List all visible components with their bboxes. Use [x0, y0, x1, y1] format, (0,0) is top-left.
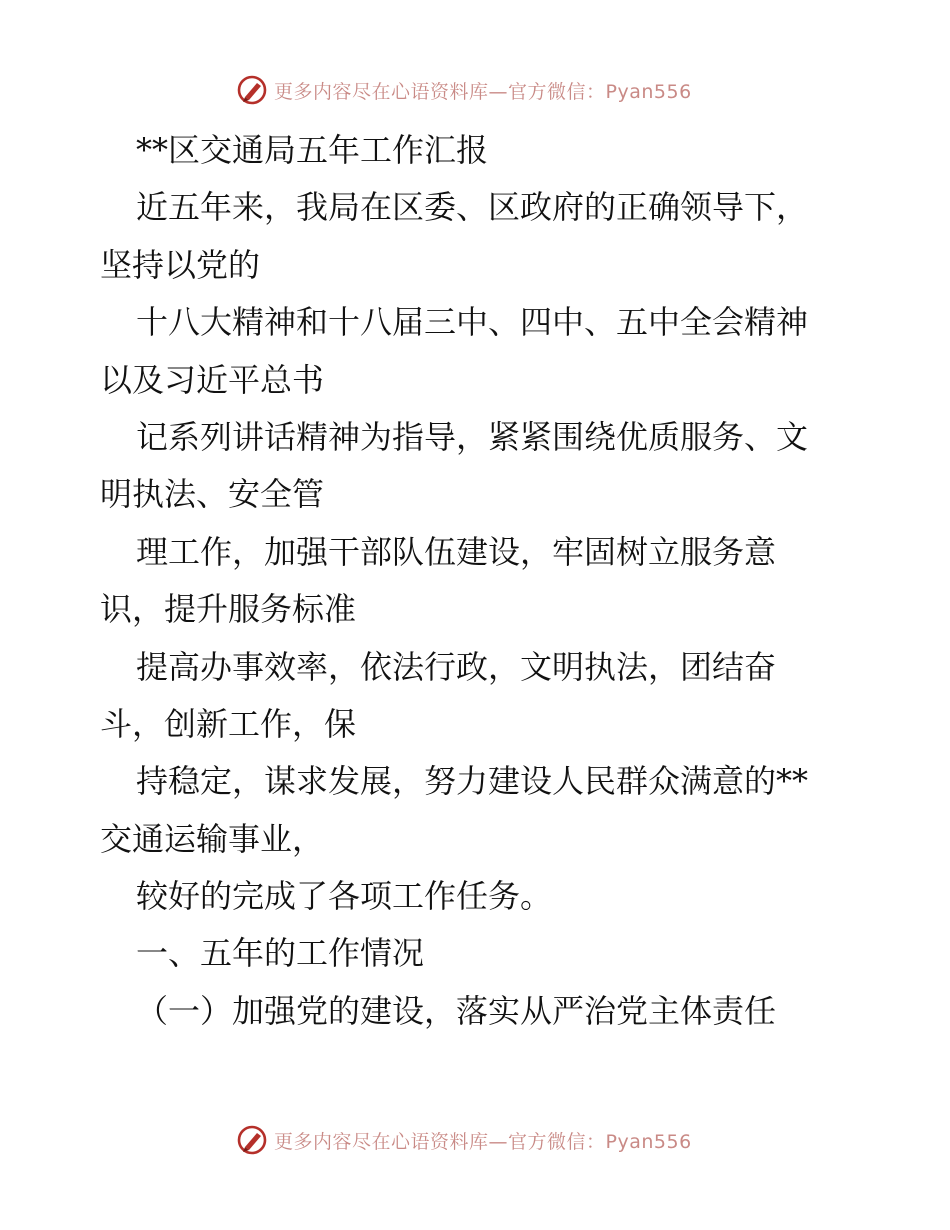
- paragraph-line: 十八大精神和十八届三中、四中、五中全会精神: [136, 303, 809, 342]
- document-title: **区交通局五年工作汇报: [136, 131, 489, 169]
- paragraph-line: 持稳定，谋求发展，努力建设人民群众满意的**: [136, 762, 809, 801]
- red-pen-logo-icon: [236, 74, 268, 106]
- paragraph-line: 近五年来，我局在区委、区政府的正确领导下，: [136, 188, 809, 227]
- paragraph-line: 理工作，加强干部队伍建设，牢固树立服务意: [136, 532, 777, 571]
- watermark-text: 更多内容尽在心语资料库—官方微信：Pyan556: [274, 1130, 692, 1153]
- paragraph-line: 较好的完成了各项工作任务。: [136, 877, 553, 916]
- paragraph-line: 明执法、安全管: [100, 475, 325, 514]
- paragraph-line: 斗，创新工作，保: [100, 704, 357, 743]
- paragraph-line: 以及习近平总书: [100, 360, 325, 399]
- paragraph-line: 识，提升服务标准: [100, 590, 357, 629]
- section-heading: 一、五年的工作情况: [136, 934, 425, 973]
- paragraph-line: 提高办事效率，依法行政，文明执法，团结奋: [136, 647, 777, 686]
- document-body: [100, 122, 870, 1040]
- watermark-banner-bottom: [236, 1122, 692, 1158]
- watermark-text: 更多内容尽在心语资料库—官方微信：Pyan556: [274, 80, 692, 103]
- watermark-banner-top: [236, 72, 692, 108]
- red-pen-logo-icon: [236, 1124, 268, 1156]
- paragraph-line: 坚持以党的: [100, 245, 261, 284]
- paragraph-line: 交通运输事业，: [100, 819, 325, 858]
- paragraph-line: 记系列讲话精神为指导，紧紧围绕优质服务、文: [136, 417, 809, 456]
- subsection-heading: （一）加强党的建设，落实从严治党主体责任: [136, 991, 777, 1030]
